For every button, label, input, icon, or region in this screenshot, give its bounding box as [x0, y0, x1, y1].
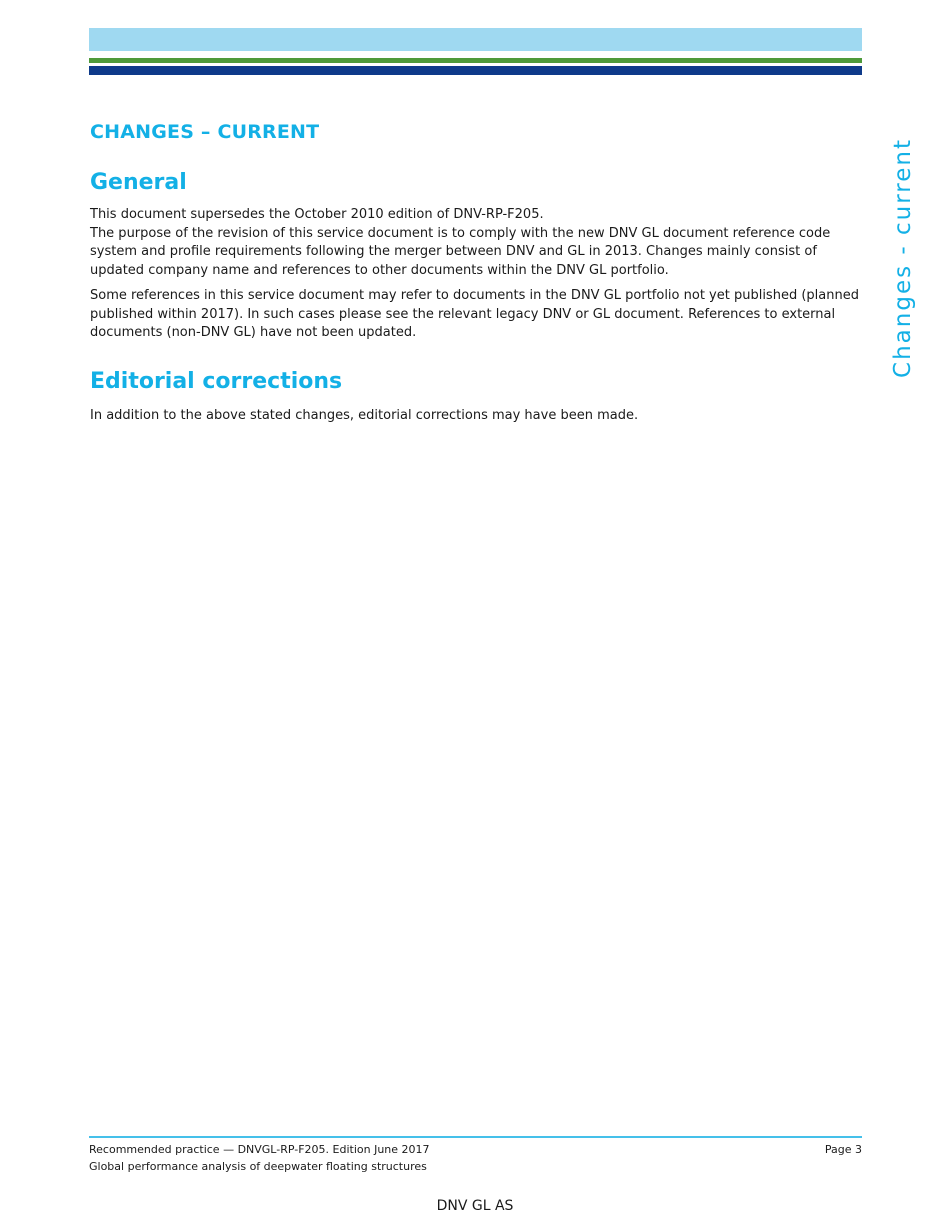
footer-divider — [89, 1136, 862, 1138]
general-paragraph-2: The purpose of the revision of this service document is to comply with the new DNV GL document reference code system and profile requirements following the merger between DNV and GL in 2013. Changes mainly consist of updated company name and references to other documents within the DNV GL portfolio. — [90, 225, 831, 278]
header-band-navy — [89, 66, 862, 75]
general-paragraph-1: This document supersedes the October 2010 edition of DNV-RP-F205. — [90, 207, 544, 222]
company-name: DNV GL AS — [436, 1198, 514, 1214]
footer-document-reference: Recommended practice — DNVGL-RP-F205. Edition June 2017 — [89, 1143, 430, 1156]
header-band-green — [89, 58, 862, 63]
footer-document-title: Global performance analysis of deepwater floating structures — [89, 1160, 427, 1173]
editorial-paragraph-1: In addition to the above stated changes, editorial corrections may have been made. — [90, 407, 639, 423]
section-heading-editorial: Editorial corrections — [90, 368, 343, 394]
page-title: CHANGES – CURRENT — [90, 121, 320, 143]
section-heading-general: General — [90, 170, 187, 195]
header-band-light — [89, 28, 862, 51]
side-tab-label: Changes - current — [890, 138, 916, 378]
footer-line-1 — [89, 1143, 862, 1157]
document-body — [90, 118, 860, 425]
general-paragraph-3: Some references in this service document may refer to documents in the DNV GL portfolio not yet published (planned published within 2017). In such cases please see the relevant legacy DNV or GL document. References to external documents (non-DNV GL) have not been updated. — [90, 288, 859, 340]
page-number: Page 3 — [824, 1143, 862, 1156]
